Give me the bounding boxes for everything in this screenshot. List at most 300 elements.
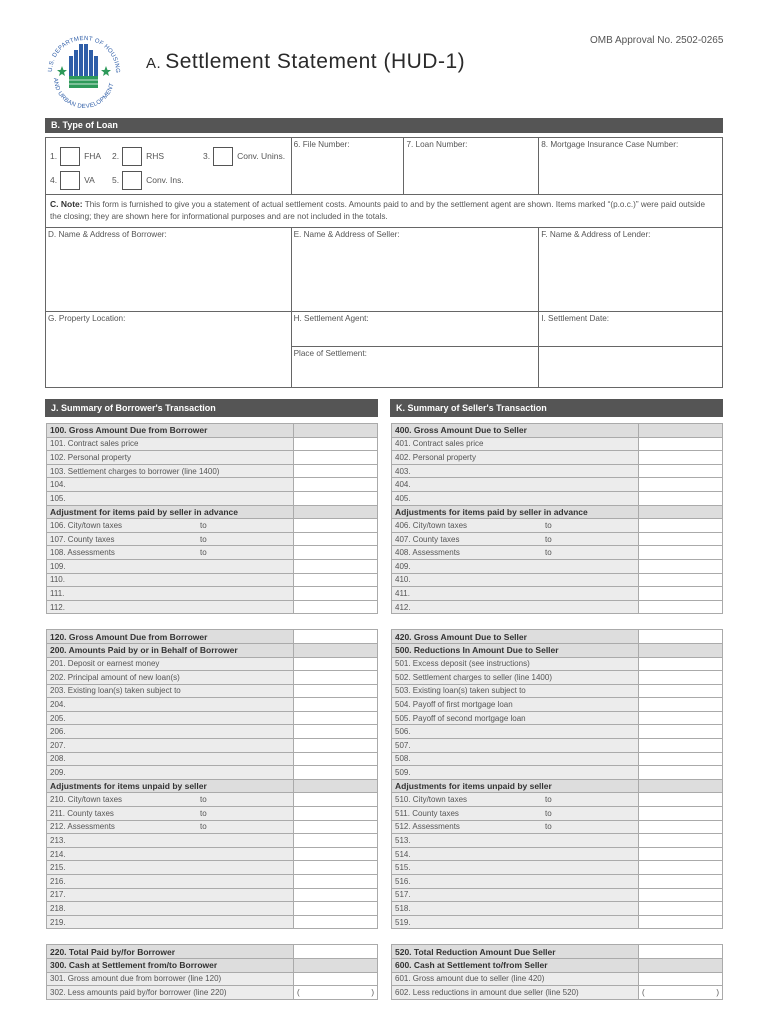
section-header-row: [392, 505, 723, 519]
header-grid: [45, 137, 723, 388]
line-description: [47, 532, 294, 546]
line-description: [47, 478, 294, 492]
line-label: 507.: [395, 740, 411, 750]
line-label: 217.: [50, 890, 66, 900]
line-label: 500. Reductions In Amount Due to Seller: [395, 645, 559, 656]
line-label: 203. Existing loan(s) taken subject to: [50, 686, 181, 696]
option-number: 2.: [112, 150, 120, 161]
amount-field[interactable]: [294, 698, 378, 712]
empty-cell: [639, 958, 723, 972]
line-description: [47, 600, 294, 614]
line-description: [392, 779, 639, 793]
amount-field[interactable]: [294, 834, 378, 848]
line-label: 213.: [50, 836, 66, 846]
line-description: [392, 464, 639, 478]
line-label: 300. Cash at Settlement from/to Borrower: [50, 960, 218, 971]
line-description: [47, 752, 294, 766]
amount-field[interactable]: [639, 902, 723, 916]
amount-field[interactable]: [294, 793, 378, 807]
close-paren: ): [716, 987, 719, 997]
line-description: [392, 451, 639, 465]
spacer-row: [47, 929, 378, 945]
amount-field[interactable]: [294, 739, 378, 753]
table-row: [392, 573, 723, 587]
loan-option-conv-ins: [112, 171, 184, 190]
line-label: 111.: [50, 588, 65, 598]
line-label: 517.: [395, 890, 411, 900]
line-label: 302. Less amounts paid by/for borrower (line 220): [50, 987, 227, 997]
amount-field[interactable]: [294, 752, 378, 766]
line-description: [392, 532, 639, 546]
line-description: [392, 739, 639, 753]
line-label: 112.: [50, 602, 65, 612]
amount-field[interactable]: [639, 807, 723, 821]
amount-field[interactable]: [639, 793, 723, 807]
settlement-date-field[interactable]: I. Settlement Date:: [539, 312, 723, 347]
amount-field[interactable]: [639, 698, 723, 712]
open-paren: (: [642, 987, 645, 997]
open-paren: (: [297, 987, 300, 997]
line-description: [392, 671, 639, 685]
table-row: [392, 986, 723, 1000]
paren-wrapper: [642, 988, 719, 997]
to-label: to: [200, 534, 207, 544]
line-description: [47, 587, 294, 601]
line-description: [47, 820, 294, 834]
table-row: [47, 807, 378, 821]
table-row: [392, 711, 723, 725]
line-label: 404.: [395, 480, 411, 490]
line-label: 405.: [395, 493, 411, 503]
amount-field[interactable]: [294, 986, 378, 1000]
fha-checkbox[interactable]: [60, 147, 80, 166]
table-row: [392, 902, 723, 916]
line-description: [392, 972, 639, 986]
amount-field[interactable]: [639, 478, 723, 492]
line-description: [392, 587, 639, 601]
table-row: [47, 875, 378, 889]
conv-unins-checkbox[interactable]: [213, 147, 233, 166]
line-label: 420. Gross Amount Due to Seller: [395, 631, 527, 642]
title-text: Settlement Statement (HUD-1): [165, 50, 466, 73]
amount-field[interactable]: [639, 725, 723, 739]
line-description: [392, 519, 639, 533]
amount-field[interactable]: [294, 915, 378, 929]
line-label: 602. Less reductions in amount due seller (line 520): [395, 987, 579, 997]
table-row: [47, 546, 378, 560]
total-row: [392, 945, 723, 959]
to-label: to: [545, 520, 552, 530]
line-label: 514.: [395, 849, 411, 859]
amount-field[interactable]: [639, 519, 723, 533]
loan-option-fha: [50, 147, 101, 166]
amount-field[interactable]: [639, 437, 723, 451]
table-row: [392, 464, 723, 478]
amount-field[interactable]: [639, 491, 723, 505]
seller-name-address-field[interactable]: E. Name & Address of Seller:: [291, 228, 539, 312]
table-row: [392, 532, 723, 546]
line-label: 109.: [50, 561, 66, 571]
line-description: [392, 657, 639, 671]
spacer-row: [47, 614, 378, 630]
line-description: [47, 559, 294, 573]
line-description: [47, 698, 294, 712]
line-description: [47, 929, 294, 945]
option-label: Conv. Ins.: [146, 174, 184, 185]
line-label: 120. Gross Amount Due from Borrower: [50, 631, 208, 642]
amount-field[interactable]: [639, 546, 723, 560]
amount-field[interactable]: [639, 600, 723, 614]
table-row: [47, 902, 378, 916]
table-row: [392, 752, 723, 766]
section-k-bar: K. Summary of Seller's Transaction: [390, 399, 723, 417]
line-label: 403.: [395, 466, 411, 476]
line-label: 506.: [395, 727, 411, 737]
note-label: C. Note:: [50, 199, 83, 209]
option-number: 1.: [50, 150, 58, 161]
table-row: [47, 834, 378, 848]
line-description: [392, 684, 639, 698]
line-label: 107. County taxes: [50, 534, 115, 544]
amount-field[interactable]: [294, 847, 378, 861]
line-label: Adjustments for items unpaid by seller: [395, 781, 552, 792]
line-label: 210. City/town taxes: [50, 795, 123, 805]
line-description: [47, 630, 294, 644]
mortgage-insurance-case-field[interactable]: 8. Mortgage Insurance Case Number:: [539, 138, 723, 195]
title-prefix: A.: [146, 55, 162, 72]
line-description: [392, 861, 639, 875]
amount-field[interactable]: [639, 752, 723, 766]
amount-field[interactable]: [639, 464, 723, 478]
line-description: [47, 711, 294, 725]
conv-ins-checkbox[interactable]: [122, 171, 142, 190]
amount-field[interactable]: [639, 888, 723, 902]
line-description: [47, 573, 294, 587]
paren-wrapper: [297, 988, 374, 997]
line-description: [392, 573, 639, 587]
seller-summary-table: [391, 423, 723, 1000]
table-row: [47, 657, 378, 671]
option-number: 4.: [50, 174, 58, 185]
rhs-checkbox[interactable]: [122, 147, 142, 166]
amount-field[interactable]: [294, 861, 378, 875]
line-label: 208.: [50, 754, 66, 764]
amount-field[interactable]: [639, 671, 723, 685]
close-paren: ): [371, 987, 374, 997]
line-description: [47, 847, 294, 861]
line-label: 206.: [50, 727, 66, 737]
amount-field[interactable]: [639, 451, 723, 465]
line-label: 402. Personal property: [395, 452, 476, 462]
borrower-summary-table: [46, 423, 378, 1000]
va-checkbox[interactable]: [60, 171, 80, 190]
amount-field[interactable]: [639, 587, 723, 601]
table-row: [47, 725, 378, 739]
table-row: [47, 600, 378, 614]
amount-field[interactable]: [294, 972, 378, 986]
total-row: [392, 630, 723, 644]
empty-cell: [294, 424, 378, 438]
line-description: [47, 915, 294, 929]
amount-field[interactable]: [294, 532, 378, 546]
line-label: 519.: [395, 917, 411, 927]
loan-number-field[interactable]: 7. Loan Number:: [404, 138, 539, 195]
table-row: [392, 739, 723, 753]
amount-field[interactable]: [294, 491, 378, 505]
loan-option-va: [50, 171, 95, 190]
to-label: to: [200, 548, 207, 558]
amount-field[interactable]: [639, 766, 723, 780]
table-row: [47, 478, 378, 492]
amount-field[interactable]: [639, 847, 723, 861]
option-label: Conv. Unins.: [237, 150, 286, 161]
empty-cell: [639, 779, 723, 793]
table-row: [47, 698, 378, 712]
table-row: [392, 875, 723, 889]
svg-text:U.S. DEPARTMENT OF HOUSING: U.S. DEPARTMENT OF HOUSING: [47, 35, 121, 74]
line-label: 503. Existing loan(s) taken subject to: [395, 686, 526, 696]
line-description: [47, 643, 294, 657]
line-description: [392, 505, 639, 519]
table-row: [47, 915, 378, 929]
table-row: [47, 766, 378, 780]
amount-field[interactable]: [639, 573, 723, 587]
property-location-field[interactable]: G. Property Location:: [46, 312, 292, 388]
table-row: [47, 684, 378, 698]
amount-field[interactable]: [639, 630, 723, 644]
line-description: [47, 986, 294, 1000]
amount-field[interactable]: [639, 834, 723, 848]
table-row: [47, 587, 378, 601]
amount-field[interactable]: [639, 861, 723, 875]
total-row: [47, 945, 378, 959]
table-row: [47, 519, 378, 533]
amount-field[interactable]: [294, 725, 378, 739]
amount-field[interactable]: [294, 875, 378, 889]
line-label: 209.: [50, 768, 66, 778]
line-description: [47, 875, 294, 889]
line-label: 100. Gross Amount Due from Borrower: [50, 425, 208, 436]
hud-seal-logo: [42, 30, 126, 110]
to-label: to: [200, 520, 207, 530]
amount-field[interactable]: [639, 711, 723, 725]
table-row: [392, 491, 723, 505]
amount-field[interactable]: [639, 915, 723, 929]
table-row: [392, 793, 723, 807]
line-label: 410.: [395, 575, 411, 585]
line-label: 411.: [395, 588, 410, 598]
empty-cell: [539, 347, 723, 388]
line-label: 509.: [395, 768, 411, 778]
amount-field[interactable]: [294, 671, 378, 685]
table-row: [392, 861, 723, 875]
line-description: [392, 752, 639, 766]
line-label: 214.: [50, 849, 66, 859]
amount-field[interactable]: [294, 437, 378, 451]
amount-field[interactable]: [294, 573, 378, 587]
line-label: 215.: [50, 863, 66, 873]
amount-field[interactable]: [294, 945, 378, 959]
line-label: 220. Total Paid by/for Borrower: [50, 946, 176, 957]
line-label: 401. Contract sales price: [395, 439, 484, 449]
empty-cell: [639, 505, 723, 519]
amount-field[interactable]: [294, 630, 378, 644]
line-label: 505. Payoff of second mortgage loan: [395, 713, 526, 723]
amount-field[interactable]: [294, 559, 378, 573]
line-label: 407. County taxes: [395, 534, 460, 544]
amount-field[interactable]: [294, 478, 378, 492]
line-description: [47, 546, 294, 560]
line-label: 212. Assessments: [50, 822, 115, 832]
line-description: [47, 684, 294, 698]
table-row: [392, 657, 723, 671]
amount-field[interactable]: [294, 546, 378, 560]
amount-field[interactable]: [294, 888, 378, 902]
line-description: [47, 519, 294, 533]
line-description: [47, 725, 294, 739]
line-description: [392, 945, 639, 959]
line-description: [47, 793, 294, 807]
line-description: [392, 614, 639, 630]
amount-field[interactable]: [639, 657, 723, 671]
line-label: Adjustments for items unpaid by seller: [50, 781, 207, 792]
line-description: [392, 793, 639, 807]
section-header-row: [392, 779, 723, 793]
amount-field[interactable]: [639, 532, 723, 546]
amount-field[interactable]: [294, 766, 378, 780]
table-row: [392, 807, 723, 821]
amount-field[interactable]: [294, 464, 378, 478]
line-label: 406. City/town taxes: [395, 520, 468, 530]
amount-field[interactable]: [639, 739, 723, 753]
amount-field[interactable]: [294, 657, 378, 671]
empty-cell: [639, 929, 723, 945]
line-description: [47, 861, 294, 875]
line-label: 502. Settlement charges to seller (line 1400): [395, 672, 552, 682]
amount-field[interactable]: [294, 587, 378, 601]
place-of-settlement-field[interactable]: Place of Settlement:: [291, 347, 539, 388]
table-row: [47, 739, 378, 753]
table-row: [392, 671, 723, 685]
line-description: [47, 902, 294, 916]
line-description: [392, 986, 639, 1000]
amount-field[interactable]: [294, 820, 378, 834]
empty-cell: [639, 424, 723, 438]
svg-text:AND URBAN DEVELOPMENT: AND URBAN DEVELOPMENT: [51, 77, 116, 110]
line-label: 516.: [395, 876, 411, 886]
option-label: FHA: [84, 150, 102, 161]
line-label: 101. Contract sales price: [50, 439, 139, 449]
file-number-field[interactable]: 6. File Number:: [291, 138, 404, 195]
line-description: [392, 958, 639, 972]
amount-field[interactable]: [294, 600, 378, 614]
line-label: 104.: [50, 480, 66, 490]
line-label: Adjustments for items paid by seller in advance: [395, 506, 588, 517]
amount-field[interactable]: [294, 807, 378, 821]
amount-field[interactable]: [294, 519, 378, 533]
line-label: 201. Deposit or earnest money: [50, 659, 160, 669]
line-label: 518.: [395, 903, 411, 913]
line-label: 207.: [50, 740, 66, 750]
total-row: [47, 630, 378, 644]
line-label: 205.: [50, 713, 66, 723]
to-label: to: [545, 822, 552, 832]
table-row: [392, 519, 723, 533]
line-label: 219.: [50, 917, 66, 927]
line-label: 204.: [50, 700, 66, 710]
amount-field[interactable]: [639, 875, 723, 889]
empty-cell: [294, 505, 378, 519]
line-description: [392, 424, 639, 438]
table-row: [392, 820, 723, 834]
amount-field[interactable]: [639, 559, 723, 573]
table-row: [47, 861, 378, 875]
section-header-row: [392, 643, 723, 657]
table-row: [47, 437, 378, 451]
line-description: [392, 546, 639, 560]
amount-field[interactable]: [294, 684, 378, 698]
line-description: [392, 875, 639, 889]
table-row: [392, 437, 723, 451]
line-description: [392, 929, 639, 945]
line-description: [47, 505, 294, 519]
loan-option-conv-unins: [203, 147, 285, 166]
line-description: [47, 657, 294, 671]
empty-cell: [294, 614, 378, 630]
line-description: [392, 847, 639, 861]
amount-field[interactable]: [294, 451, 378, 465]
line-label: 600. Cash at Settlement to/from Seller: [395, 960, 548, 971]
line-description: [392, 915, 639, 929]
table-row: [392, 725, 723, 739]
line-label: 409.: [395, 561, 411, 571]
borrower-name-address-field[interactable]: D. Name & Address of Borrower:: [46, 228, 292, 312]
line-label: 108. Assessments: [50, 548, 115, 558]
amount-field[interactable]: [639, 972, 723, 986]
section-header-row: [47, 424, 378, 438]
line-description: [47, 972, 294, 986]
table-row: [392, 834, 723, 848]
amount-field[interactable]: [639, 684, 723, 698]
table-row: [47, 671, 378, 685]
amount-field[interactable]: [639, 986, 723, 1000]
line-label: 200. Amounts Paid by or in Behalf of Borrower: [50, 645, 238, 656]
section-header-row: [47, 958, 378, 972]
amount-field[interactable]: [294, 902, 378, 916]
table-row: [392, 888, 723, 902]
to-label: to: [200, 795, 207, 805]
option-number: 5.: [112, 174, 120, 185]
line-label: 408. Assessments: [395, 548, 460, 558]
to-label: to: [545, 534, 552, 544]
line-description: [392, 725, 639, 739]
line-description: [392, 643, 639, 657]
line-description: [47, 779, 294, 793]
lender-name-address-field[interactable]: F. Name & Address of Lender:: [539, 228, 723, 312]
line-label: 301. Gross amount due from borrower (line 120): [50, 974, 222, 984]
line-description: [392, 478, 639, 492]
table-row: [392, 559, 723, 573]
line-description: [47, 766, 294, 780]
settlement-agent-field[interactable]: H. Settlement Agent:: [291, 312, 539, 347]
section-header-row: [47, 643, 378, 657]
line-description: [47, 888, 294, 902]
amount-field[interactable]: [294, 711, 378, 725]
amount-field[interactable]: [639, 945, 723, 959]
amount-field[interactable]: [639, 820, 723, 834]
line-label: 520. Total Reduction Amount Due Seller: [395, 946, 556, 957]
empty-cell: [639, 643, 723, 657]
